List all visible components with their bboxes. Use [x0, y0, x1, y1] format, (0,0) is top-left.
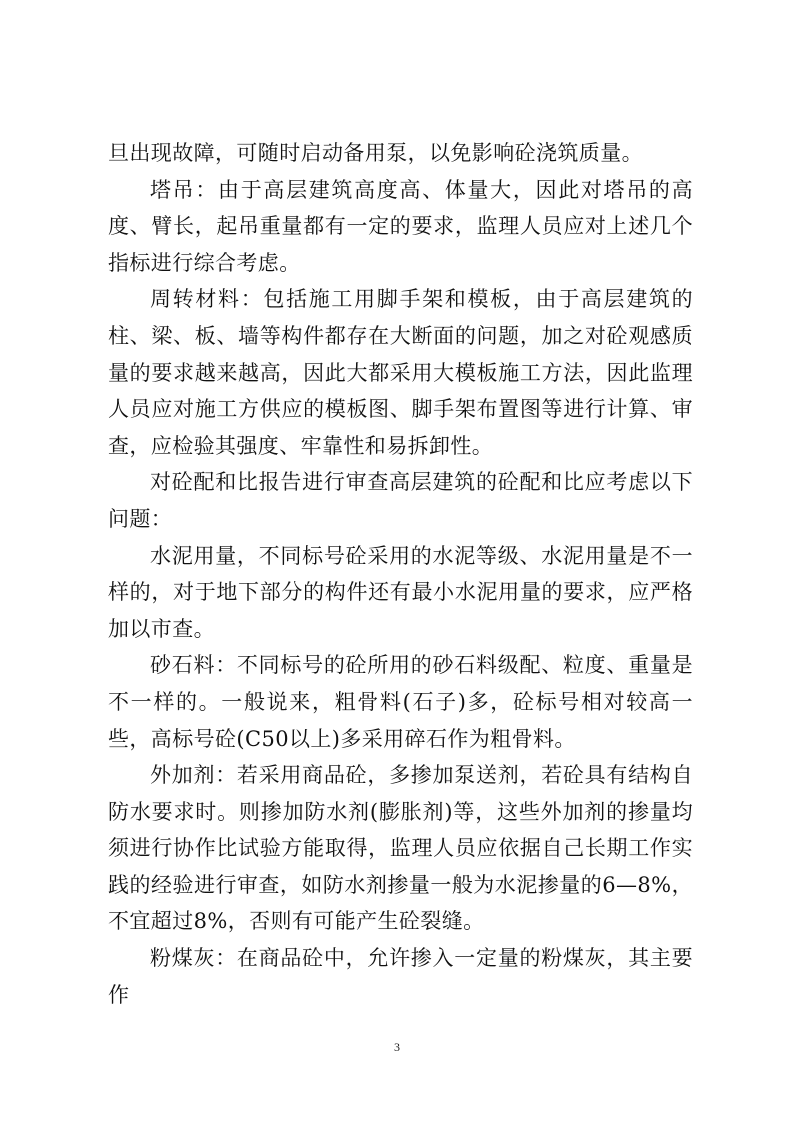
paragraph-continuation: 旦出现故障，可随时启动备用泵，以免影响砼浇筑质量。	[108, 141, 643, 165]
paragraph-mix-ratio-review: 对砼配和比报告进行审查高层建筑的砼配和比应考虑以下问题：	[108, 470, 693, 531]
paragraph-sand-gravel: 砂石料：不同标号的砼所用的砂石料级配、粒度、重量是不一样的。一般说来，粗骨料(石子)多，砼标号相对较高一些，高标号砼(C50以上)多采用碎石作为粗骨料。	[108, 653, 693, 751]
document-body	[108, 135, 693, 1013]
paragraph-fly-ash: 粉煤灰：在商品砼中，允许掺入一定量的粉煤灰，其主要作	[108, 946, 693, 1007]
paragraph-tower-crane: 塔吊：由于高层建筑高度高、体量大，因此对塔吊的高度、臂长，起吊重量都有一定的要求，监理人员应对上述几个指标进行综合考虑。	[108, 177, 693, 275]
paragraph-cement-usage: 水泥用量，不同标号砼采用的水泥等级、水泥用量是不一样的，对于地下部分的构件还有最小水泥用量的要求，应严格加以市查。	[108, 543, 693, 641]
paragraph-admixture: 外加剂：若采用商品砼，多掺加泵送剂，若砼具有结构自防水要求时。则掺加防水剂(膨胀剂)等，这些外加剂的掺量均须进行协作比试验方能取得，监理人员应依据自己长期工作实践的经验进行审查，如防水剂掺量一般为水泥掺量的6—8%，不宜超过8%，否则有可能产生砼裂缝。	[108, 763, 693, 934]
paragraph-turnover-materials: 周转材料：包括施工用脚手架和模板，由于高层建筑的柱、梁、板、墙等构件都存在大断面的问题，加之对砼观感质量的要求越来越高，因此大都采用大模板施工方法，因此监理人员应对施工方供应的模板图、脚手架布置图等进行计算、审查，应检验其强度、牢靠性和易拆卸性。	[108, 287, 693, 458]
page-number: 3	[394, 1040, 400, 1054]
